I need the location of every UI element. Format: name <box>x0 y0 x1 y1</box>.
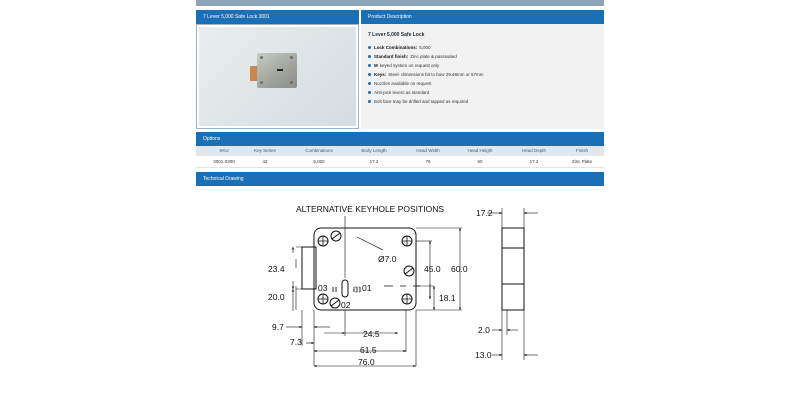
table-cell-head-depth: 17.2 <box>529 159 539 164</box>
column-header: Finish <box>575 148 588 153</box>
description-title: 7 Lever 5,000 Safe Lock <box>368 32 425 38</box>
front-view <box>296 216 420 310</box>
column-header: Head Depth <box>521 148 547 153</box>
dim-9-7: 9.7 <box>272 322 284 332</box>
keyhole-pos-01: 01 <box>362 283 372 293</box>
dim-24-5: 24.5 <box>363 329 380 339</box>
feature-text: Steel- dimensions bit to bow 29.48mm or 57mm <box>388 72 484 77</box>
table-cell-finish: Zinc Plate <box>571 159 592 164</box>
table-cell-key-series: 42 <box>262 159 268 164</box>
side-body-outline <box>502 228 524 310</box>
feature-label: M <box>374 63 378 68</box>
table-cell-sku: 3001-0300 <box>213 159 235 164</box>
feature-text: 5,000 <box>419 45 431 50</box>
dim-2-0: 2.0 <box>478 325 490 335</box>
column-header: Key Series <box>254 148 276 153</box>
keyhole <box>342 280 348 297</box>
dim-45-0: 45.0 <box>424 264 441 274</box>
dim-18-1: 18.1 <box>439 293 456 303</box>
options-header: Options <box>203 136 221 142</box>
column-header: Body Length <box>361 148 387 153</box>
dim-7-3: 7.3 <box>290 337 302 347</box>
description-header: Product Description <box>368 14 412 20</box>
table-cell-combinations: 5,000 <box>313 159 325 164</box>
dim-13-0: 13.0 <box>475 350 492 360</box>
table-cell-head-height: 60 <box>477 159 483 164</box>
side-view <box>502 228 524 310</box>
feature-text: Zinc plate & passivated <box>410 54 457 59</box>
column-header: Head Height <box>467 148 493 153</box>
column-header: SKU <box>219 148 229 153</box>
table-cell-body-length: 17.2 <box>369 159 379 164</box>
column-header: Head Width <box>416 148 440 153</box>
keyhole-pos-03: 03 <box>318 283 328 293</box>
product-title: 7 Lever 5,000 Safe Lock 3001 <box>203 14 270 20</box>
dim-17-2: 17.2 <box>476 208 493 218</box>
alt-keyhole-label: ALTERNATIVE KEYHOLE POSITIONS <box>296 204 444 214</box>
hole-diameter-label: Ø7.0 <box>378 254 397 264</box>
keyhole-pos-02: 02 <box>341 300 351 310</box>
column-header: Combinations <box>305 148 333 153</box>
feature-label: Keys: <box>374 72 387 77</box>
dim-61-5: 61.5 <box>360 345 377 355</box>
feature-text: keyed system on request only <box>379 63 440 68</box>
dim-23-4: 23.4 <box>268 264 285 274</box>
dim-60-0: 60.0 <box>451 264 468 274</box>
lock-body-outline <box>314 228 416 310</box>
feature-text: Nozzles available on request <box>374 81 432 86</box>
feature-text: Anti-pick levers as standard <box>374 90 430 95</box>
technical-drawing-header: Technical Drawing <box>203 176 244 182</box>
feature-text: Bolt face may be drilled and tapped as required <box>374 99 469 104</box>
table-cell-head-width: 76 <box>425 159 431 164</box>
dim-76-0: 76.0 <box>358 357 375 367</box>
feature-label: Standard finish: <box>374 54 409 59</box>
dim-20-0: 20.0 <box>268 292 285 302</box>
feature-label: Lock Combinations: <box>374 45 418 50</box>
